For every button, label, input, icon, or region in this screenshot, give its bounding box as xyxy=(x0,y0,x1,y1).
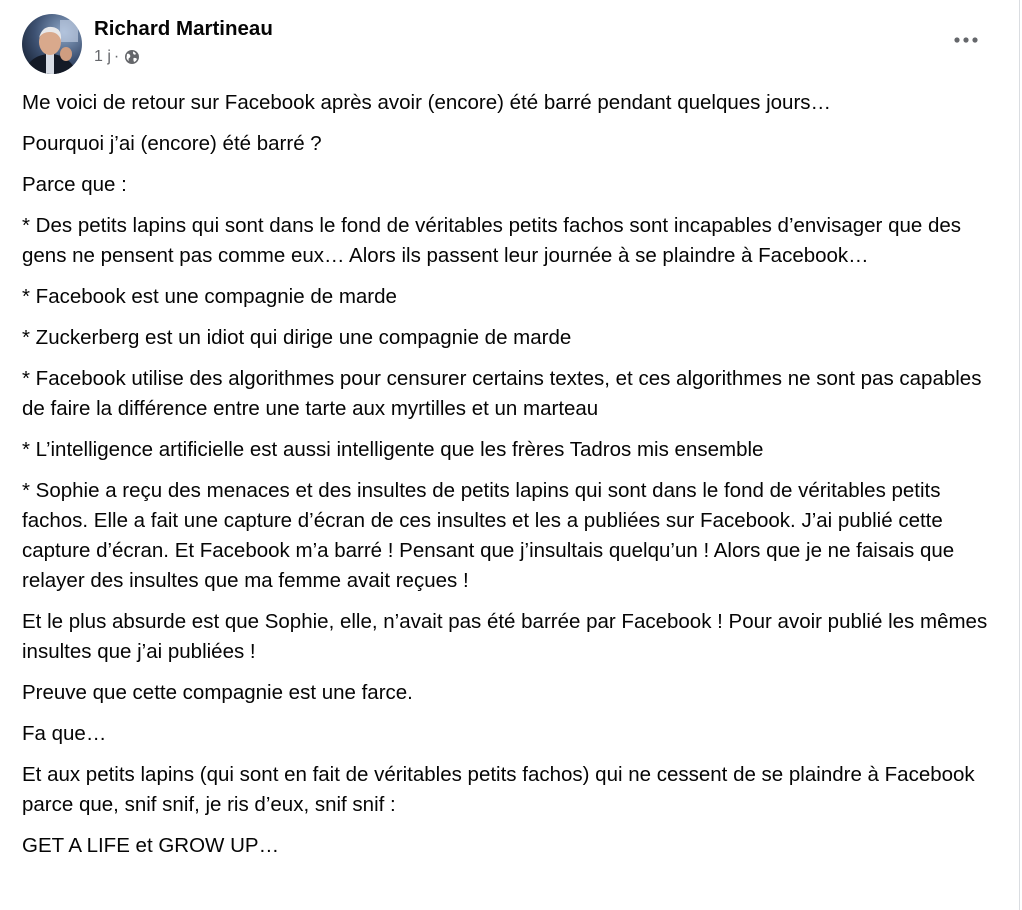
globe-icon[interactable] xyxy=(124,49,140,65)
post-meta xyxy=(94,14,273,66)
post-paragraph: Parce que : xyxy=(22,173,127,196)
post-subline xyxy=(94,48,273,66)
author-avatar[interactable] xyxy=(22,14,82,74)
more-options-icon[interactable] xyxy=(951,30,981,50)
post-paragraph: * Sophie a reçu des menaces et des insultes de petits lapins qui sont dans le fond de véritables petits fachos. Elle a fait une capture d’écran de ces insultes et les a publiées sur Facebook. J’ai publié cette capture d’écran. Et Facebook m’a barré ! Pensant que j’insultais quelqu’un ! Alors que je ne faisais que relayer des insultes que ma femme avait reçues ! xyxy=(22,479,955,592)
post-paragraph: GET A LIFE et GROW UP… xyxy=(22,834,280,857)
post-paragraph: Pourquoi j’ai (encore) été barré ? xyxy=(22,132,322,155)
post-paragraph: * L’intelligence artificielle est aussi intelligente que les frères Tadros mis ensemble xyxy=(22,438,764,461)
post-paragraph: Et le plus absurde est que Sophie, elle, n’avait pas été barrée par Facebook ! Pour avoir publié les mêmes insultes que j’ai publiées ! xyxy=(22,610,988,663)
post-paragraph: Preuve que cette compagnie est une farce. xyxy=(22,681,413,704)
post-timestamp[interactable]: 1 j xyxy=(94,48,111,65)
post-paragraph: * Facebook utilise des algorithmes pour censurer certains textes, et ces algorithmes ne sont pas capables de faire la différence entre une tarte aux myrtilles et un marteau xyxy=(22,367,982,420)
post-paragraph: Et aux petits lapins (qui sont en fait de véritables petits fachos) qui ne cessent de se plaindre à Facebook parce que, snif snif, je ris d’eux, snif snif : xyxy=(22,763,975,816)
separator-dot: · xyxy=(113,48,120,65)
post-paragraph: Fa que… xyxy=(22,722,107,745)
post-paragraph: Me voici de retour sur Facebook après avoir (encore) été barré pendant quelques jours… xyxy=(22,91,832,114)
avatar-image xyxy=(22,14,82,74)
author-name[interactable]: Richard Martineau xyxy=(94,17,273,40)
post-header xyxy=(22,14,273,74)
post-text xyxy=(22,88,1002,872)
post-paragraph: * Des petits lapins qui sont dans le fond de véritables petits fachos sont incapables d’envisager que des gens ne pensent pas comme eux… Alors ils passent leur journée à se plaindre à Facebook… xyxy=(22,214,962,267)
post-paragraph: * Zuckerberg est un idiot qui dirige une compagnie de marde xyxy=(22,326,572,349)
post-paragraph: * Facebook est une compagnie de marde xyxy=(22,285,397,308)
